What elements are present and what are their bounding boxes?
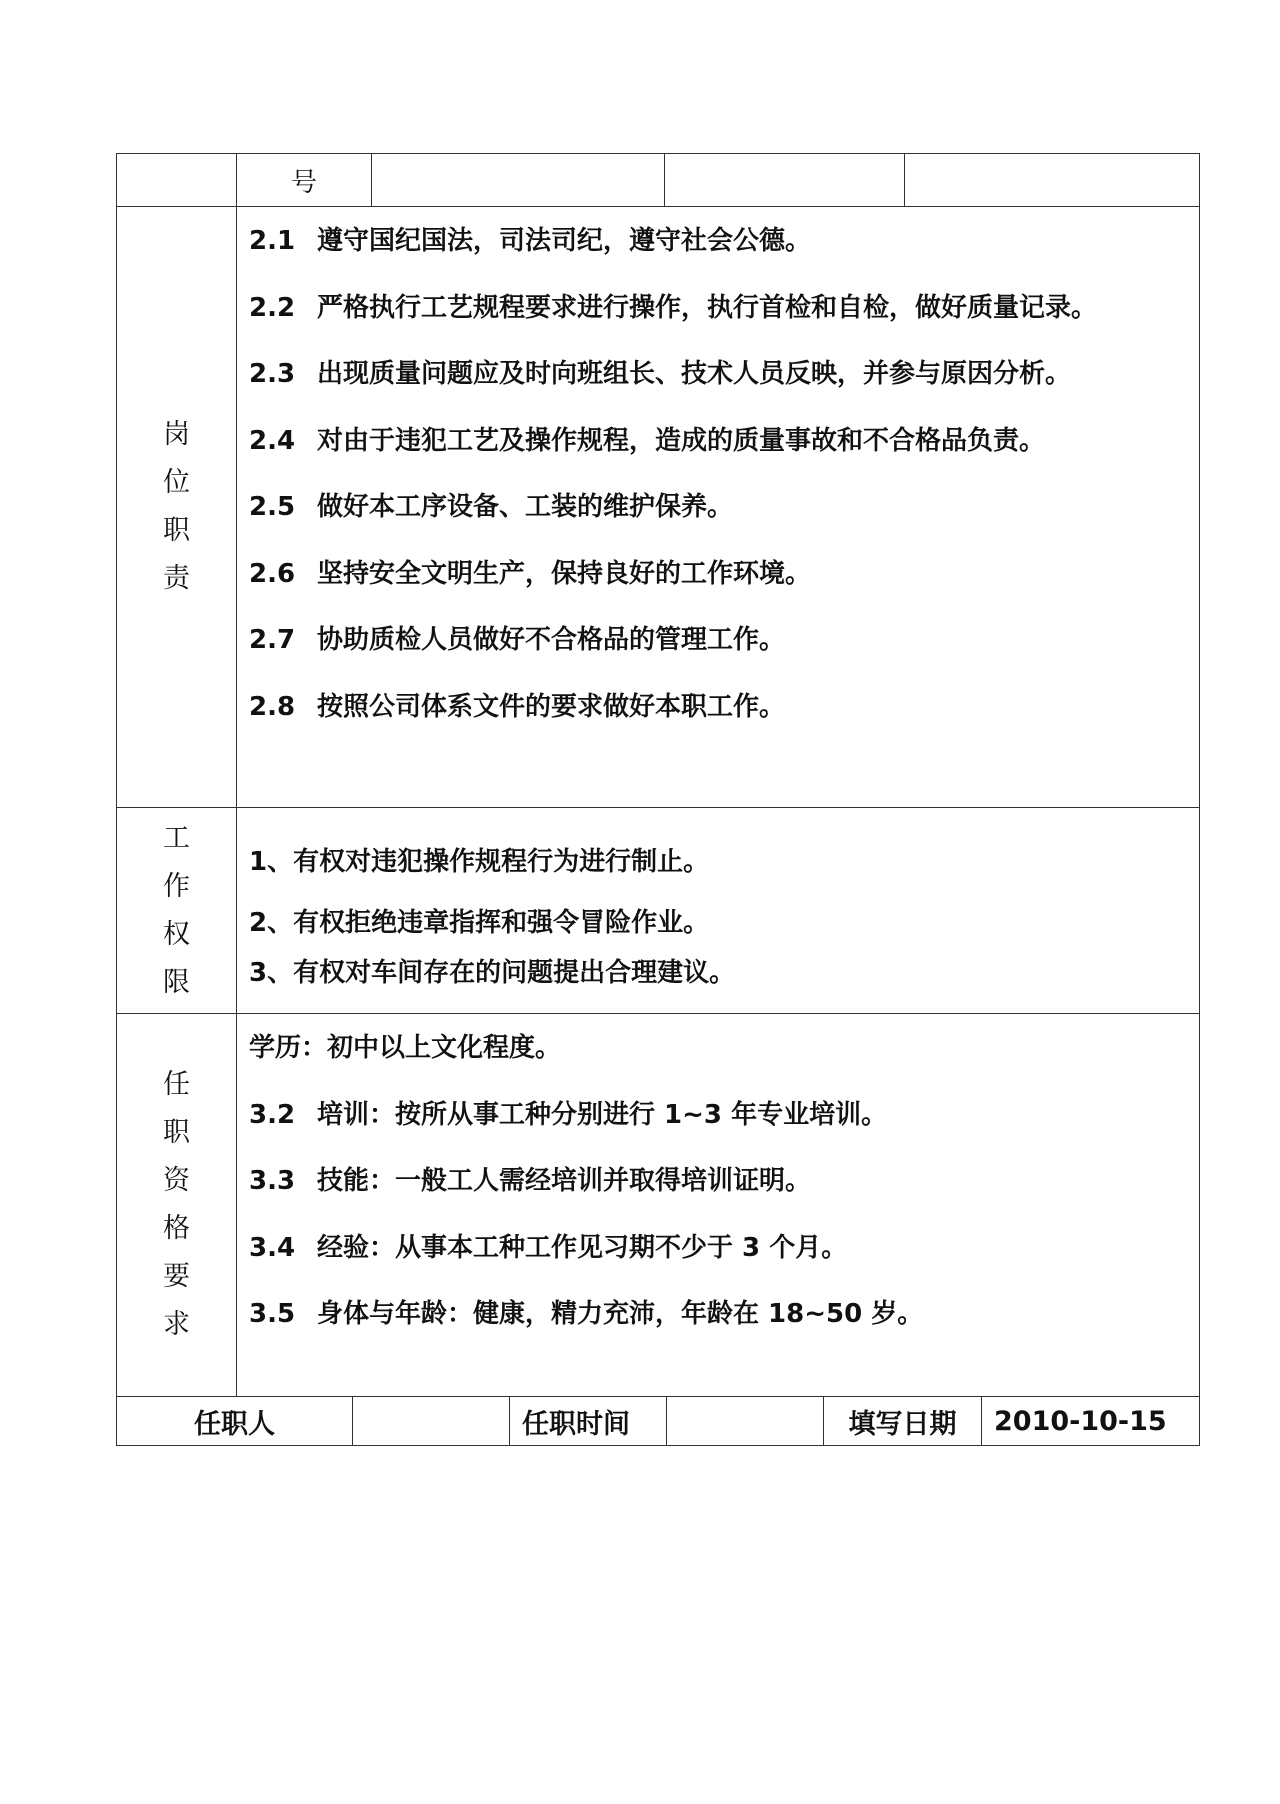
label-char: 责 — [163, 563, 190, 594]
list-item — [249, 1294, 1199, 1361]
item-number: 2.3 — [249, 359, 296, 389]
header-cell-1 — [117, 154, 237, 206]
label-char: 权 — [163, 918, 190, 950]
item-number: 2.6 — [249, 558, 296, 589]
list-item — [249, 1228, 1199, 1295]
header-cell-4 — [665, 154, 905, 206]
item-text: 做好本工序设备、工装的维护保养。 — [317, 492, 734, 522]
header-cell-3 — [372, 154, 665, 206]
item-text: 培训：按所从事工种分别进行 1~3 年专业培训。 — [317, 1099, 888, 1130]
label-char: 限 — [163, 966, 190, 998]
date-label: 填写日期 — [824, 1397, 982, 1445]
header-cell-5 — [905, 154, 1199, 206]
list-item — [249, 421, 1199, 488]
list-item — [249, 554, 1199, 621]
list-item — [249, 1028, 1199, 1095]
list-item — [249, 487, 1199, 554]
item-text: 身体与年龄：健康，精力充沛，年龄在 18~50 岁。 — [317, 1299, 924, 1329]
label-char: 工 — [163, 822, 190, 854]
time-value — [667, 1397, 824, 1445]
item-text: 严格执行工艺规程要求进行操作，执行首检和自检，做好质量记录。 — [317, 292, 1098, 323]
item-text: 学历：初中以上文化程度。 — [249, 1033, 562, 1063]
holder-label: 任职人 — [117, 1397, 353, 1445]
list-item: 1、有权对违犯操作规程行为进行制止。 — [249, 847, 710, 877]
label-char: 职 — [163, 1117, 190, 1148]
item-text: 按照公司体系文件的要求做好本职工作。 — [317, 691, 786, 722]
item-number: 3.2 — [249, 1099, 296, 1130]
label-char: 任 — [163, 1069, 190, 1100]
item-text: 遵守国纪国法，司法司纪，遵守社会公德。 — [317, 226, 812, 256]
date-value: 2010-10-15 — [994, 1405, 1167, 1437]
label-char: 格 — [163, 1213, 190, 1244]
label-char: 作 — [163, 870, 190, 902]
time-label: 任职时间 — [510, 1397, 667, 1445]
list-item — [249, 620, 1199, 687]
item-number: 2.5 — [249, 492, 296, 522]
list-item — [249, 354, 1199, 421]
duties-label — [117, 207, 237, 807]
item-text: 协助质检人员做好不合格品的管理工作。 — [317, 625, 786, 655]
item-text: 坚持安全文明生产，保持良好的工作环境。 — [317, 558, 812, 589]
qualifications-content — [237, 1014, 1199, 1396]
item-number: 3.3 — [249, 1166, 296, 1196]
job-description-table — [116, 153, 1200, 1446]
list-item — [249, 1095, 1199, 1162]
label-char: 求 — [163, 1309, 190, 1340]
authority-label — [117, 808, 237, 1013]
label-char: 位 — [163, 467, 190, 498]
label-char: 岗 — [163, 419, 190, 450]
footer-row — [117, 1397, 1199, 1445]
item-text: 对由于违犯工艺及操作规程，造成的质量事故和不合格品负责。 — [317, 425, 1046, 456]
item-number: 2.1 — [249, 226, 296, 256]
authority-content — [237, 808, 1199, 1013]
header-row — [117, 154, 1199, 207]
list-item — [249, 1161, 1199, 1228]
label-char: 职 — [163, 515, 190, 546]
qualifications-row — [117, 1014, 1199, 1397]
label-char: 资 — [163, 1165, 190, 1196]
item-text: 技能：一般工人需经培训并取得培训证明。 — [317, 1166, 812, 1196]
list-item — [249, 288, 1199, 355]
list-item — [249, 687, 1199, 754]
duties-row — [117, 207, 1199, 808]
item-text: 出现质量问题应及时向班组长、技术人员反映，并参与原因分析。 — [317, 359, 1072, 389]
list-item: 3、有权对车间存在的问题提出合理建议。 — [249, 958, 736, 988]
item-text: 经验：从事本工种工作见习期不少于 3 个月。 — [317, 1232, 848, 1263]
list-item: 2、有权拒绝违章指挥和强令冒险作业。 — [249, 908, 710, 938]
qualifications-label — [117, 1014, 237, 1396]
item-number: 2.4 — [249, 425, 296, 456]
item-number: 2.2 — [249, 292, 296, 323]
label-char: 要 — [163, 1261, 190, 1292]
duties-content — [237, 207, 1199, 807]
authority-row — [117, 808, 1199, 1014]
item-number: 3.5 — [249, 1299, 296, 1329]
item-number: 2.7 — [249, 625, 296, 655]
item-number: 3.4 — [249, 1232, 296, 1263]
header-cell-number: 号 — [237, 154, 372, 206]
holder-value — [353, 1397, 510, 1445]
item-number: 2.8 — [249, 691, 296, 722]
list-item — [249, 221, 1199, 288]
